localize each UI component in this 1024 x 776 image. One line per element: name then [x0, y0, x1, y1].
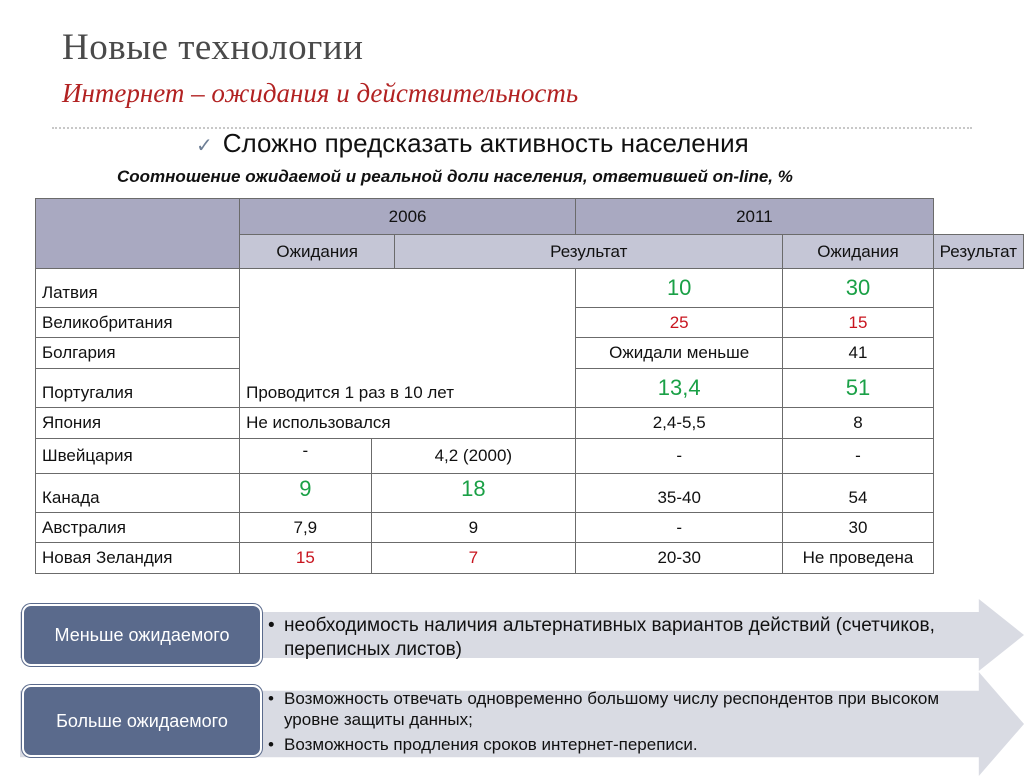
country-cell: Великобритания	[36, 308, 240, 338]
bullet-dot-icon: •	[268, 615, 275, 636]
main-bullet-text: Сложно предсказать активность населения	[222, 128, 749, 158]
table-row	[36, 269, 1024, 308]
country-cell: Канада	[36, 474, 240, 513]
value-cell: -	[783, 439, 933, 474]
panel-bullet-text: необходимость наличия альтернативных вариантов действий (счетчиков, переписных листов)	[284, 615, 935, 660]
corner-header-cell	[36, 199, 240, 269]
col-header-expect-2011: Ожидания	[783, 235, 933, 269]
value-cell: 30	[783, 269, 933, 308]
country-cell: Латвия	[36, 269, 240, 308]
value-cell: -	[240, 439, 371, 474]
table-row	[36, 543, 1024, 574]
value-cell: 15	[783, 308, 933, 338]
table-caption: Соотношение ожидаемой и реальной доли населения, ответившей on-line, %	[117, 167, 793, 186]
year-header-2011: 2011	[576, 199, 934, 235]
table-row	[36, 408, 1024, 439]
value-cell: 25	[576, 308, 783, 338]
country-cell: Болгария	[36, 338, 240, 369]
value-cell: -	[576, 513, 783, 543]
country-cell: Япония	[36, 408, 240, 439]
value-cell: 4,2 (2000)	[371, 439, 576, 474]
value-cell: 8	[783, 408, 933, 439]
country-cell: Португалия	[36, 369, 240, 408]
country-cell: Новая Зеландия	[36, 543, 240, 574]
value-cell: 51	[783, 369, 933, 408]
col-header-expect-2006: Ожидания	[240, 235, 395, 269]
checkmark-icon: ✓	[196, 135, 213, 157]
value-cell: 7,9	[240, 513, 371, 543]
data-table	[35, 198, 1024, 574]
value-cell: 10	[576, 269, 783, 308]
year-header-2006: 2006	[240, 199, 576, 235]
value-cell: 15	[240, 543, 371, 574]
value-cell: 30	[783, 513, 933, 543]
value-cell: 41	[783, 338, 933, 369]
value-cell: 20-30	[576, 543, 783, 574]
country-cell: Швейцария	[36, 439, 240, 474]
table-row	[36, 439, 1024, 474]
merged-2006-note: Проводится 1 раз в 10 лет	[240, 269, 576, 408]
table-row	[36, 474, 1024, 513]
value-cell: 2,4-5,5	[576, 408, 783, 439]
main-bullet	[196, 128, 749, 159]
slide-title: Новые технологии	[62, 27, 364, 68]
list-item	[268, 614, 968, 662]
japan-2006-note: Не использовался	[240, 408, 576, 439]
more-than-expected-text	[268, 688, 980, 755]
less-than-expected-text	[268, 614, 968, 662]
list-item	[268, 734, 980, 755]
col-header-result-2011: Результат	[933, 235, 1023, 269]
bullet-dot-icon: •	[268, 735, 274, 754]
country-cell: Австралия	[36, 513, 240, 543]
value-cell: 54	[783, 474, 933, 513]
panel-bullet-text: Возможность продления сроков интернет-переписи.	[284, 735, 698, 754]
more-than-expected-label: Больше ожидаемого	[22, 685, 262, 757]
value-cell: 13,4	[576, 369, 783, 408]
value-cell: -	[576, 439, 783, 474]
value-cell: 7	[371, 543, 576, 574]
col-header-result-2006: Результат	[395, 235, 783, 269]
value-cell: 18	[371, 474, 576, 513]
bullet-dot-icon: •	[268, 689, 274, 708]
slide-subtitle: Интернет – ожидания и действительность	[62, 78, 579, 108]
value-cell: 9	[240, 474, 371, 513]
value-cell: Ожидали меньше	[576, 338, 783, 369]
list-item	[268, 688, 980, 730]
value-cell: 35-40	[576, 474, 783, 513]
panel-bullet-text: Возможность отвечать одновременно большому числу респондентов при высоком уровне защиты данных;	[284, 689, 940, 729]
value-cell: Не проведена	[783, 543, 933, 574]
table-row	[36, 513, 1024, 543]
less-than-expected-label: Меньше ожидаемого	[22, 604, 262, 666]
value-cell: 9	[371, 513, 576, 543]
